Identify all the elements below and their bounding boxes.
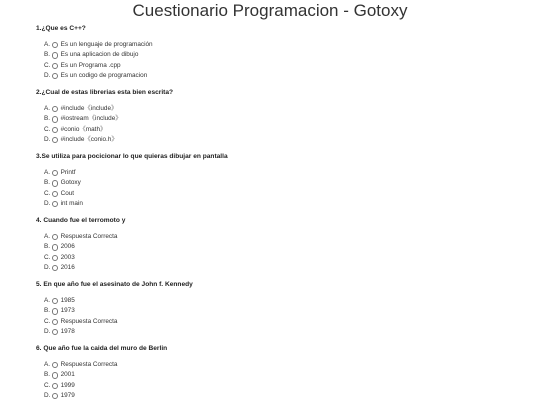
radio-button[interactable] bbox=[52, 255, 58, 261]
option-label: Es un Programa .cpp bbox=[60, 61, 121, 69]
options-list bbox=[44, 232, 117, 274]
option-c[interactable] bbox=[44, 381, 117, 391]
radio-button[interactable] bbox=[52, 137, 58, 143]
question-6 bbox=[36, 344, 526, 400]
option-letter: A. bbox=[44, 361, 51, 368]
option-label: 2006 bbox=[60, 243, 75, 251]
radio-button[interactable] bbox=[52, 372, 58, 378]
question-1 bbox=[36, 24, 526, 80]
option-letter: D. bbox=[44, 136, 51, 144]
option-label: 1985 bbox=[60, 297, 75, 304]
options-list bbox=[44, 104, 122, 146]
radio-button[interactable] bbox=[52, 329, 58, 335]
radio-button[interactable] bbox=[52, 116, 58, 122]
radio-button[interactable] bbox=[52, 180, 58, 186]
option-d[interactable] bbox=[44, 327, 117, 337]
radio-button[interactable] bbox=[52, 234, 58, 240]
option-b[interactable] bbox=[44, 178, 83, 188]
question-4 bbox=[36, 216, 526, 272]
option-a[interactable] bbox=[44, 40, 153, 50]
radio-button[interactable] bbox=[52, 127, 58, 133]
option-letter: D. bbox=[44, 392, 51, 400]
option-b[interactable] bbox=[44, 306, 117, 316]
radio-button[interactable] bbox=[52, 201, 58, 207]
radio-button[interactable] bbox=[52, 362, 58, 368]
option-label: 2003 bbox=[60, 253, 75, 261]
radio-button[interactable] bbox=[52, 308, 58, 314]
radio-button[interactable] bbox=[52, 383, 58, 389]
options-list bbox=[44, 360, 117, 402]
question-text: 6. Que año fue la caida del muro de Berlin bbox=[36, 345, 168, 352]
option-c[interactable] bbox=[44, 253, 117, 263]
option-letter: C. bbox=[44, 253, 51, 261]
option-letter: A. bbox=[44, 233, 51, 240]
radio-button[interactable] bbox=[52, 393, 58, 399]
option-label: Respuesta Correcta bbox=[60, 361, 118, 368]
option-label: Respuesta Correcta bbox=[60, 317, 118, 325]
option-d[interactable] bbox=[44, 135, 122, 145]
radio-button[interactable] bbox=[52, 191, 58, 197]
question-2 bbox=[36, 88, 526, 144]
option-letter: A. bbox=[44, 169, 51, 176]
radio-button[interactable] bbox=[52, 73, 58, 79]
option-label: Gotoxy bbox=[60, 179, 81, 187]
option-letter: C. bbox=[44, 125, 51, 133]
option-letter: C. bbox=[44, 317, 51, 325]
question-text: 4. Cuando fue el terromoto y bbox=[36, 217, 126, 224]
option-label: 2016 bbox=[60, 264, 75, 272]
option-label: int main bbox=[60, 200, 83, 208]
option-label: #iostream《include》 bbox=[60, 115, 122, 123]
question-text: 5. En que año fue el asesinato de John f. Kennedy bbox=[36, 281, 193, 288]
option-letter: A. bbox=[44, 41, 51, 48]
radio-button[interactable] bbox=[52, 170, 58, 176]
option-letter: B. bbox=[44, 179, 51, 187]
options-list bbox=[44, 168, 83, 210]
option-a[interactable] bbox=[44, 296, 117, 306]
option-letter: A. bbox=[44, 105, 51, 112]
option-label: #conio《math》 bbox=[60, 125, 107, 133]
radio-button[interactable] bbox=[52, 319, 58, 325]
option-label: #include《include》 bbox=[60, 105, 118, 112]
option-d[interactable] bbox=[44, 391, 117, 401]
option-letter: D. bbox=[44, 72, 51, 80]
radio-button[interactable] bbox=[52, 298, 58, 304]
option-label: Respuesta Correcta bbox=[60, 233, 118, 240]
radio-button[interactable] bbox=[52, 265, 58, 271]
option-label: 2001 bbox=[60, 371, 75, 379]
option-label: Es un codigo de programacion bbox=[60, 72, 148, 80]
option-a[interactable] bbox=[44, 360, 117, 370]
option-a[interactable] bbox=[44, 104, 122, 114]
option-letter: B. bbox=[44, 243, 51, 251]
option-label: Cout bbox=[60, 189, 75, 197]
option-label: Es un lenguaje de programación bbox=[60, 41, 153, 48]
radio-button[interactable] bbox=[52, 63, 58, 69]
option-letter: B. bbox=[44, 307, 51, 315]
option-c[interactable] bbox=[44, 189, 83, 199]
option-letter: B. bbox=[44, 371, 51, 379]
option-letter: B. bbox=[44, 115, 51, 123]
option-c[interactable] bbox=[44, 125, 122, 135]
page-title: Cuestionario Programacion - Gotoxy bbox=[132, 1, 408, 20]
question-text: 2.¿Cual de estas librerias esta bien escrita? bbox=[36, 89, 174, 96]
radio-button[interactable] bbox=[52, 52, 58, 58]
question-5 bbox=[36, 280, 526, 336]
option-b[interactable] bbox=[44, 50, 153, 60]
option-b[interactable] bbox=[44, 114, 122, 124]
option-d[interactable] bbox=[44, 71, 153, 81]
option-b[interactable] bbox=[44, 370, 117, 380]
option-label: Printf bbox=[60, 169, 76, 176]
option-label: 1978 bbox=[60, 328, 75, 336]
question-text: 1.¿Que es C++? bbox=[36, 25, 86, 32]
option-letter: B. bbox=[44, 51, 51, 59]
option-c[interactable] bbox=[44, 61, 153, 71]
question-text: 3.Se utiliza para pocicionar lo que quieras dibujar en pantalla bbox=[36, 153, 228, 160]
option-c[interactable] bbox=[44, 317, 117, 327]
option-a[interactable] bbox=[44, 232, 117, 242]
option-b[interactable] bbox=[44, 242, 117, 252]
option-letter: C. bbox=[44, 381, 51, 389]
options-list bbox=[44, 40, 153, 82]
options-list bbox=[44, 296, 117, 338]
option-label: 1999 bbox=[60, 381, 75, 389]
option-letter: A. bbox=[44, 297, 51, 304]
radio-button[interactable] bbox=[52, 244, 58, 250]
option-label: #include《conio.h》 bbox=[60, 136, 118, 144]
option-label: Es una aplicacion de dibujo bbox=[60, 51, 139, 59]
radio-button[interactable] bbox=[52, 42, 58, 48]
question-3 bbox=[36, 152, 526, 208]
option-label: 1973 bbox=[60, 307, 75, 315]
option-a[interactable] bbox=[44, 168, 83, 178]
option-letter: C. bbox=[44, 61, 51, 69]
option-letter: C. bbox=[44, 189, 51, 197]
option-d[interactable] bbox=[44, 263, 117, 273]
option-label: 1979 bbox=[60, 392, 75, 400]
option-d[interactable] bbox=[44, 199, 83, 209]
option-letter: D. bbox=[44, 200, 51, 208]
option-letter: D. bbox=[44, 264, 51, 272]
option-letter: D. bbox=[44, 328, 51, 336]
radio-button[interactable] bbox=[52, 106, 58, 112]
